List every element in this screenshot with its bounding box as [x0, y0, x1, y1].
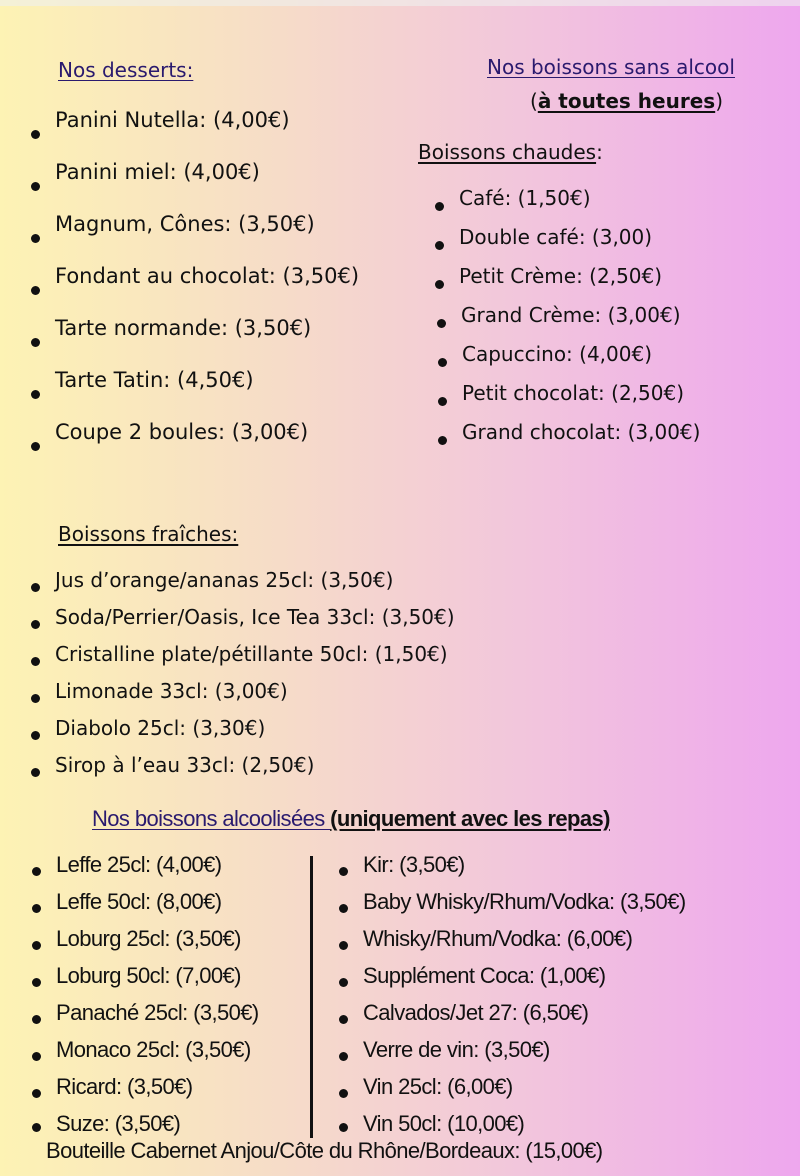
list-item: Loburg 25cl: (3,50€) [56, 926, 259, 963]
list-item: Vin 25cl: (6,00€) [363, 1074, 686, 1111]
colon: : [596, 140, 603, 164]
list-item: Supplément Coca: (1,00€) [363, 963, 686, 1000]
note-text: à toutes heures [537, 89, 716, 113]
fraiches-title: Boissons fraîches: [58, 522, 239, 546]
alcool-left-list [56, 852, 259, 1143]
list-item: Leffe 50cl: (8,00€) [56, 889, 259, 926]
list-item: Soda/Perrier/Oasis, Ice Tea 33cl: (3,50€) [55, 605, 455, 642]
list-item: Panini miel: (4,00€) [55, 160, 359, 212]
list-item: Vin 50cl: (10,00€) [363, 1111, 686, 1143]
list-item: Magnum, Cônes: (3,50€) [55, 212, 359, 264]
list-item: Jus d’orange/ananas 25cl: (3,50€) [55, 568, 455, 605]
paren: ( [530, 89, 538, 113]
list-item: Tarte normande: (3,50€) [55, 316, 359, 368]
list-item: Double café: (3,00) [459, 225, 697, 264]
desserts-list [55, 108, 359, 472]
list-item: Calvados/Jet 27: (6,50€) [363, 1000, 686, 1037]
alcool-note: (uniquement avec les repas) [330, 806, 610, 831]
list-item: Suze: (3,50€) [56, 1111, 259, 1143]
list-item: Ricard: (3,50€) [56, 1074, 259, 1111]
list-item: Verre de vin: (3,50€) [363, 1037, 686, 1074]
alcool-header [92, 806, 610, 832]
desserts-title[interactable]: Nos desserts: [58, 58, 194, 82]
list-item: Grand Crème: (3,00€) [461, 303, 699, 342]
list-item: Monaco 25cl: (3,50€) [56, 1037, 259, 1074]
list-item: Panini Nutella: (4,00€) [55, 108, 359, 160]
list-item: Petit chocolat: (2,50€) [462, 381, 700, 420]
list-item: Sirop à l’eau 33cl: (2,50€) [55, 753, 455, 790]
chaudes-title-text: Boissons chaudes [418, 140, 597, 164]
alcool-footer: Bouteille Cabernet Anjou/Côte du Rhône/Bordeaux: (15,00€) [46, 1138, 603, 1163]
sans-alcool-title[interactable]: Nos boissons sans alcool [487, 55, 735, 79]
list-item: Diabolo 25cl: (3,30€) [55, 716, 455, 753]
column-divider [310, 856, 313, 1138]
list-item: Limonade 33cl: (3,00€) [55, 679, 455, 716]
list-item: Fondant au chocolat: (3,50€) [55, 264, 359, 316]
list-item: Panaché 25cl: (3,50€) [56, 1000, 259, 1037]
alcool-title[interactable]: Nos boissons alcoolisées [92, 806, 331, 831]
list-item: Coupe 2 boules: (3,00€) [55, 420, 359, 472]
top-strip [0, 0, 800, 6]
chaudes-title [418, 140, 603, 164]
list-item: Whisky/Rhum/Vodka: (6,00€) [363, 926, 686, 963]
chaudes-list [459, 186, 701, 459]
list-item: Capuccino: (4,00€) [462, 342, 700, 381]
list-item: Kir: (3,50€) [363, 852, 686, 889]
alcool-right-list [363, 852, 686, 1143]
list-item: Cristalline plate/pétillante 50cl: (1,50€) [55, 642, 455, 679]
fraiches-list [55, 568, 455, 790]
list-item: Café: (1,50€) [459, 186, 697, 225]
sans-alcool-note [530, 89, 723, 113]
list-item: Tarte Tatin: (4,50€) [55, 368, 359, 420]
paren: ) [715, 89, 723, 113]
list-item: Leffe 25cl: (4,00€) [56, 852, 259, 889]
list-item: Grand chocolat: (3,00€) [462, 420, 700, 459]
list-item: Petit Crème: (2,50€) [459, 264, 697, 303]
list-item: Baby Whisky/Rhum/Vodka: (3,50€) [363, 889, 686, 926]
list-item: Loburg 50cl: (7,00€) [56, 963, 259, 1000]
